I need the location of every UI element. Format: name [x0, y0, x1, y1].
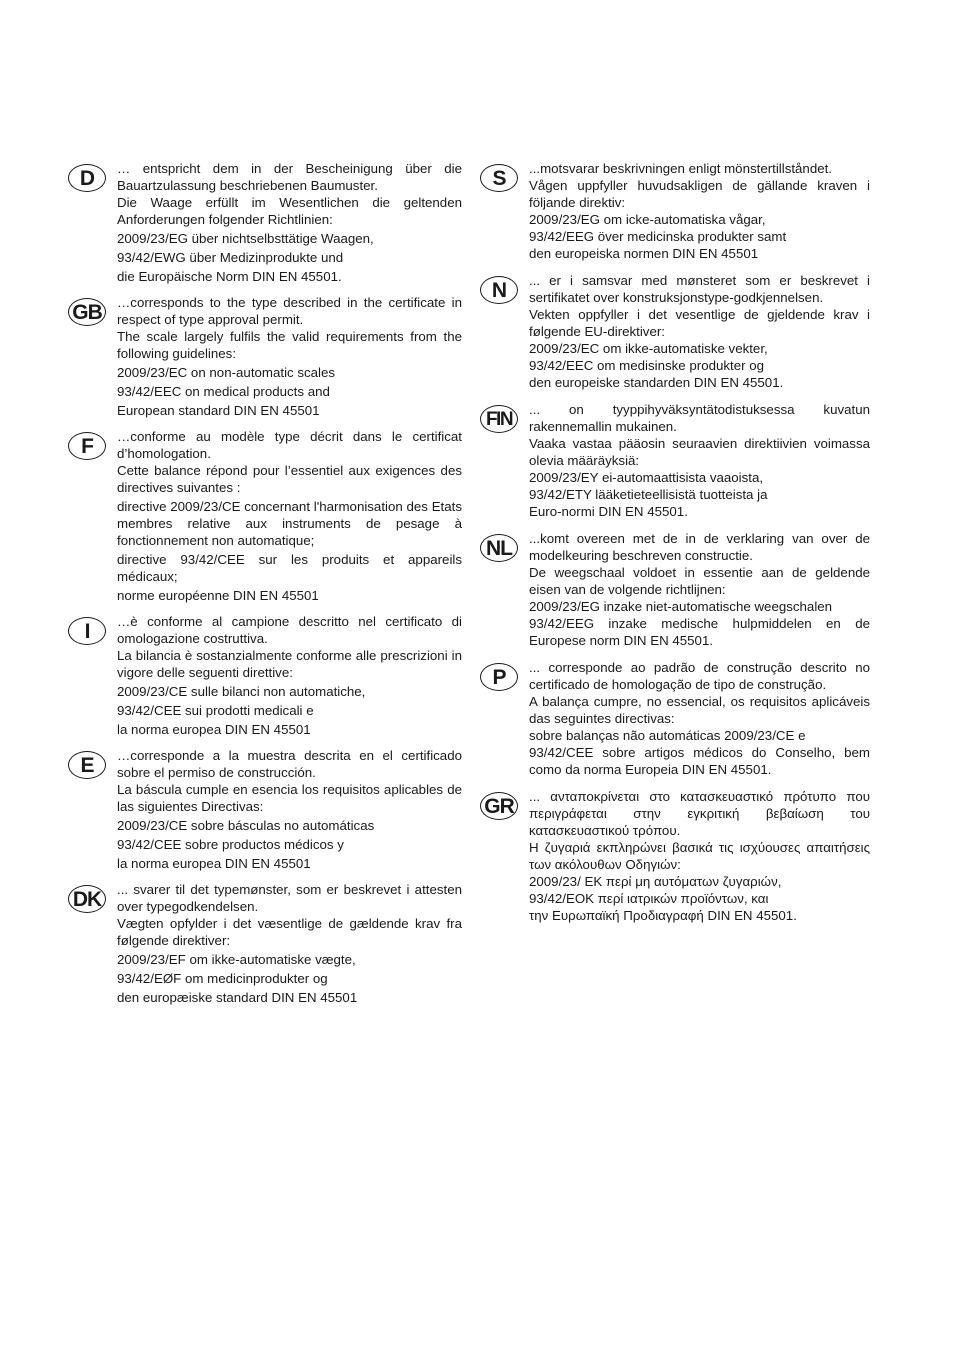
directive-line: την Ευρωπαϊκή Προδιαγραφή DIN EN 45501. — [529, 908, 797, 923]
section-gr — [480, 788, 870, 924]
directive-line: sobre balanças não automáticas 2009/23/CE e — [529, 728, 806, 743]
paragraph: ...komt overeen met de in de verklaring van over de modelkeuring beschreven constructie. — [529, 531, 870, 563]
paragraph: 93/42/EEG inzake medische hulpmiddelen en de Europese norm DIN EN 45501. — [529, 616, 870, 648]
paragraph: La bilancia è sostanzialmente conforme alle prescrizioni in vigore delle seguenti direttive: — [117, 648, 462, 680]
country-badge-gb: GB — [68, 298, 106, 326]
paragraph: La báscula cumple en esencia los requisitos aplicables de las siguientes Directivas: — [117, 782, 462, 814]
paragraph: ... ανταποκρίνεται στο κατασκευαστικό πρότυπο που περιγράφεται στην εγκριτική βεβαίωση του κατασκευαστικού τρόπου. — [529, 789, 870, 838]
country-badge-fin: FIN — [480, 405, 518, 433]
directive-line: 2009/23/ ΕΚ περί μη αυτόματων ζυγαριών, — [529, 874, 782, 889]
section-s — [480, 160, 870, 262]
paragraph: Vægten opfylder i det væsentlige de gældende krav fra følgende direktiver: — [117, 916, 462, 948]
directive-line: 2009/23/EG om icke-automatiska vågar, — [529, 212, 766, 227]
directive-line: 93/42/EWG über Medizinprodukte und — [117, 250, 344, 265]
country-badge-gr: GR — [480, 792, 518, 820]
directive-line: 2009/23/EG über nichtselbsttätige Waagen, — [117, 231, 374, 246]
directive-line: Euro-normi DIN EN 45501. — [529, 504, 688, 519]
paragraph: … entspricht dem in der Bescheinigung über die Bauartzulassung beschriebenen Baumuster. — [117, 161, 462, 193]
directive-line: 93/42/EEC om medisinske produkter og — [529, 358, 765, 373]
directive-line: 93/42/ΕΟΚ περί ιατρικών προϊόντων, και — [529, 891, 769, 906]
paragraph: …conforme au modèle type décrit dans le certificat d’homologation. — [117, 429, 462, 461]
directive-line: 93/42/EEG över medicinska produkter samt — [529, 229, 787, 244]
paragraph: Cette balance répond pour l’essentiel aux exigences des directives suivantes : — [117, 463, 462, 495]
country-badge-f: F — [68, 432, 106, 460]
paragraph: directive 93/42/CEE sur les produits et appareils médicaux; — [117, 552, 462, 584]
paragraph: Die Waage erfüllt im Wesentlichen die geltenden Anforderungen folgender Richtlinien: — [117, 195, 462, 227]
directive-line: den europæiske standard DIN EN 45501 — [117, 990, 358, 1005]
paragraph: …corresponds to the type described in the certificate in respect of type approval permit. — [117, 295, 462, 327]
directive-line: 2009/23/CE sulle bilanci non automatiche, — [117, 684, 366, 699]
paragraph: ... corresponde ao padrão de construção descrito no certificado de homologação de tipo de construção. — [529, 660, 870, 692]
paragraph: De weegschaal voldoet in essentie aan de geldende eisen van de volgende richtlijnen: — [529, 565, 870, 597]
directive-line: 2009/23/EC on non-automatic scales — [117, 365, 336, 380]
country-badge-e: E — [68, 751, 106, 779]
paragraph: A balança cumpre, no essencial, os requisitos aplicáveis das seguintes directivas: — [529, 694, 870, 726]
paragraph: Η ζυγαριά εκπληρώνει βασικά τις ισχύουσες απαιτήσεις των ακόλουθων Οδηγιών: — [529, 840, 870, 872]
country-badge-n: N — [480, 276, 518, 304]
left-column — [68, 160, 462, 1006]
section-f — [68, 428, 462, 604]
section-d — [68, 160, 462, 285]
directive-line: norme européenne DIN EN 45501 — [117, 588, 319, 603]
directive-line: den europeiske standarden DIN EN 45501. — [529, 375, 784, 390]
directive-line: den europeiska normen DIN EN 45501 — [529, 246, 759, 261]
paragraph: Vågen uppfyller huvudsakligen de gällande kraven i följande direktiv: — [529, 178, 870, 210]
section-i — [68, 613, 462, 738]
directive-line: 2009/23/EC om ikke-automatiske vekter, — [529, 341, 768, 356]
directive-line: la norma europea DIN EN 45501 — [117, 856, 311, 871]
directive-line: 93/42/EØF om medicinprodukter og — [117, 971, 328, 986]
country-badge-dk: DK — [68, 885, 106, 913]
directive-line: 93/42/ETY lääketieteellisistä tuotteista ja — [529, 487, 768, 502]
paragraph: ... on tyyppihyväksyntätodistuksessa kuvatun rakennemallin mukainen. — [529, 402, 870, 434]
paragraph: …è conforme al campione descritto nel certificato di omologazione costruttiva. — [117, 614, 462, 646]
section-nl — [480, 530, 870, 649]
directive-line: 2009/23/EY ei-automaattisista vaaoista, — [529, 470, 764, 485]
directive-line: 2009/23/EG inzake niet-automatische weegschalen — [529, 599, 833, 614]
paragraph: ... svarer til det typemønster, som er beskrevet i attesten over typegodkendelsen. — [117, 882, 462, 914]
directive-line: European standard DIN EN 45501 — [117, 403, 320, 418]
paragraph: ...motsvarar beskrivningen enligt mönstertillståndet. — [529, 161, 833, 176]
section-e — [68, 747, 462, 872]
paragraph: …corresponde a la muestra descrita en el certificado sobre el permiso de construcción. — [117, 748, 462, 780]
paragraph: 93/42/CEE sobre artigos médicos do Conselho, bem como da norma Europeia DIN EN 45501. — [529, 745, 870, 777]
right-column — [480, 160, 870, 924]
country-badge-i: I — [68, 617, 106, 645]
directive-line: 93/42/CEE sobre productos médicos y — [117, 837, 344, 852]
country-badge-s: S — [480, 164, 518, 192]
section-fin — [480, 401, 870, 520]
directive-line: 93/42/CEE sui prodotti medicali e — [117, 703, 314, 718]
section-p — [480, 659, 870, 778]
paragraph: directive 2009/23/CE concernant l'harmonisation des Etats membres relative aux instruments de pesage à fonctionnement non automatique; — [117, 499, 462, 548]
paragraph: The scale largely fulfils the valid requirements from the following guidelines: — [117, 329, 462, 361]
section-gb — [68, 294, 462, 419]
country-badge-p: P — [480, 663, 518, 691]
directive-line: la norma europea DIN EN 45501 — [117, 722, 311, 737]
section-dk — [68, 881, 462, 1006]
paragraph: Vekten oppfyller i det vesentlige de gjeldende krav i følgende EU-direktiver: — [529, 307, 870, 339]
section-n — [480, 272, 870, 391]
directive-line: die Europäische Norm DIN EN 45501. — [117, 269, 342, 284]
country-badge-d: D — [68, 164, 106, 192]
paragraph: Vaaka vastaa pääosin seuraavien direktiivien voimassa olevia määräyksiä: — [529, 436, 870, 468]
directive-line: 2009/23/EF om ikke-automatiske vægte, — [117, 952, 356, 967]
country-badge-nl: NL — [480, 534, 518, 562]
paragraph: ... er i samsvar med mønsteret som er beskrevet i sertifikatet over konstruksjonstype-godkjennelsen. — [529, 273, 870, 305]
directive-line: 2009/23/CE sobre básculas no automáticas — [117, 818, 375, 833]
directive-line: 93/42/EEC on medical products and — [117, 384, 330, 399]
